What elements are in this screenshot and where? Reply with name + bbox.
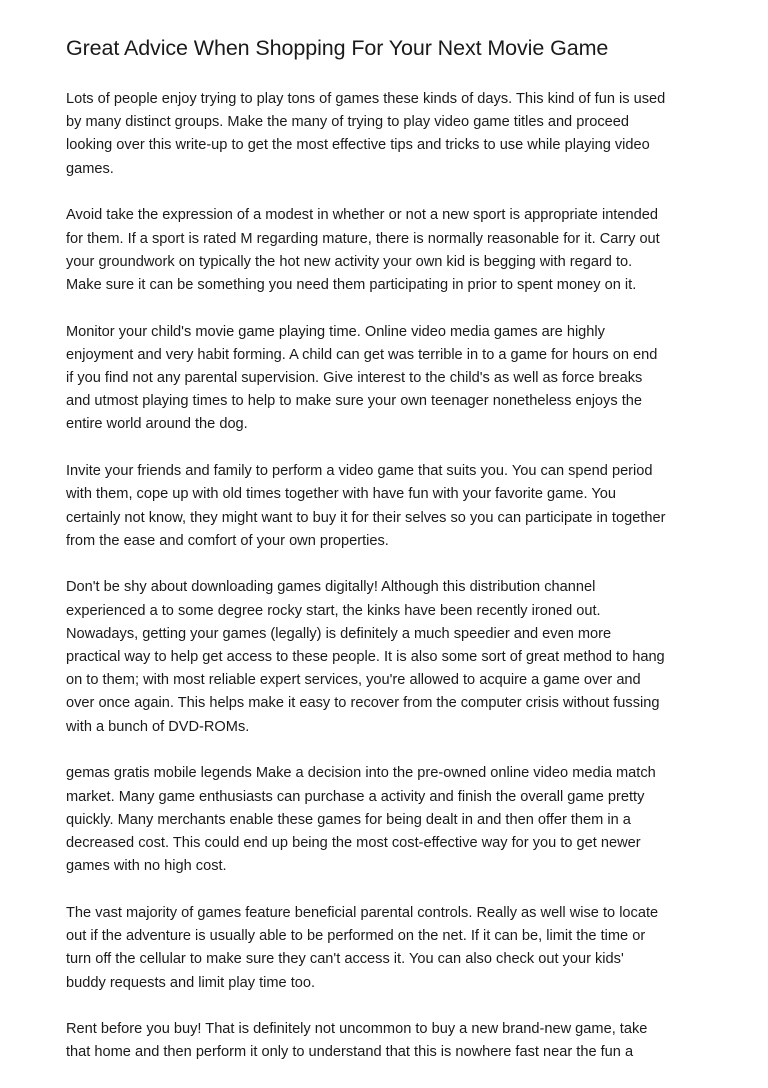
- text-line: by many distinct groups. Make the many of trying to play video game titles and proceed: [66, 114, 629, 131]
- page-title: Great Advice When Shopping For Your Next Movie Game: [66, 36, 609, 60]
- paragraph-3: [66, 321, 712, 437]
- text-line: turn off the cellular to make sure they can't access it. You can also check out your kids': [66, 951, 624, 968]
- text-line: over once again. This helps make it easy to recover from the computer crisis without fussing: [66, 695, 660, 712]
- text-line: Invite your friends and family to perform a video game that suits you. You can spend period: [66, 463, 653, 480]
- text-line: games.: [66, 160, 114, 177]
- text-line: Avoid take the expression of a modest in whether or not a new sport is appropriate intended: [66, 207, 658, 224]
- text-line: your groundwork on typically the hot new activity your own kid is begging with regard to.: [66, 253, 633, 270]
- text-line: entire world around the dog.: [66, 416, 248, 433]
- paragraph-6: [66, 762, 712, 878]
- text-line: certainly not know, they might want to buy it for their selves so you can participate in together: [66, 509, 666, 526]
- text-line: buddy requests and limit play time too.: [66, 974, 316, 991]
- text-line: and utmost playing times to help to make sure your own teenager nonetheless enjoys the: [66, 393, 642, 410]
- text-line: for them. If a sport is rated M regarding mature, there is normally reasonable for it. Carry out: [66, 230, 660, 247]
- text-line: The vast majority of games feature beneficial parental controls. Really as well wise to locate: [66, 904, 659, 921]
- text-line: with them, cope up with old times together with have fun with your favorite game. You: [66, 486, 617, 503]
- paragraph-1: [66, 88, 712, 181]
- text-line: Make sure it can be something you need them participating in prior to spent money on it.: [66, 276, 637, 293]
- text-line: Monitor your child's movie game playing time. Online video media games are highly: [66, 323, 605, 340]
- paragraph-8: [66, 1018, 712, 1064]
- text-line: looking over this write-up to get the most effective tips and tricks to use while playing video: [66, 137, 650, 154]
- document-page: [66, 34, 712, 1088]
- text-line: on to them; with most reliable expert services, you're allowed to acquire a game over and: [66, 672, 641, 689]
- text-line: experienced a to some degree rocky start, the kinks have been recently ironed out.: [66, 602, 601, 619]
- text-line: Nowadays, getting your games (legally) is definitely a much speedier and even more: [66, 625, 612, 642]
- text-line: market. Many game enthusiasts can purchase a activity and finish the overall game pretty: [66, 788, 645, 805]
- text-line: decreased cost. This could end up being the most cost-effective way for you to get newer: [66, 834, 641, 851]
- text-line: Don't be shy about downloading games digitally! Although this distribution channel: [66, 579, 596, 596]
- text-line: out if the adventure is usually able to be performed on the net. If it can be, limit the time or: [66, 928, 646, 945]
- paragraph-4: [66, 460, 712, 553]
- text-line: Lots of people enjoy trying to play tons of games these kinds of days. This kind of fun is used: [66, 91, 666, 107]
- text-line: practical way to help get access to these people. It is also some sort of great method to hang: [66, 649, 665, 666]
- text-line: from the ease and comfort of your own properties.: [66, 532, 389, 549]
- text-line: that home and then perform it only to understand that this is nowhere fast near the fun a: [66, 1044, 634, 1061]
- text-line: with a bunch of DVD-ROMs.: [66, 718, 250, 735]
- text-line: gemas gratis mobile legends Make a decision into the pre-owned online video media match: [66, 765, 656, 782]
- paragraph-7: [66, 902, 712, 995]
- text-line: if you find not any parental supervision. Give interest to the child's as well as force breaks: [66, 370, 643, 387]
- text-line: Rent before you buy! That is definitely not uncommon to buy a new brand-new game, take: [66, 1021, 648, 1038]
- paragraph-5: [66, 576, 712, 738]
- paragraph-2: [66, 204, 712, 297]
- text-line: enjoyment and very habit forming. A child can get was terrible in to a game for hours on end: [66, 346, 658, 363]
- text-line: quickly. Many merchants enable these games for being dealt in and then offer them in a: [66, 811, 631, 828]
- text-line: games with no high cost.: [66, 858, 227, 875]
